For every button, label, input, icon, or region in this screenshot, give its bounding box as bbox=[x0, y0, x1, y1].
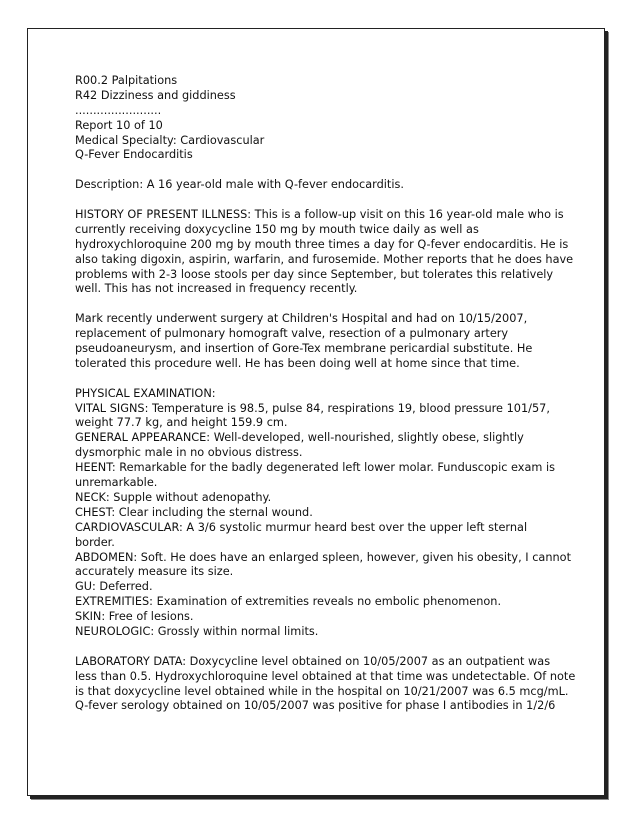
spacer bbox=[75, 372, 575, 387]
exam-line: border. bbox=[75, 535, 115, 549]
lab-line: less than 0.5. Hydroxychloroquine level obtained at that time was undetectable. Of note bbox=[75, 669, 576, 683]
header-block bbox=[75, 74, 575, 163]
lab-line: is that doxycycline level obtained while in the hospital on 10/21/2007 was 6.5 mcg/mL. bbox=[75, 684, 569, 698]
hpi-line: well. This has not increased in frequency recently. bbox=[75, 282, 358, 296]
spacer bbox=[75, 163, 575, 178]
hpi-line: currently receiving doxycycline 150 mg by mouth twice daily as well as bbox=[75, 222, 479, 236]
exam-line: ABDOMEN: Soft. He does have an enlarged spleen, however, given his obesity, I cannot bbox=[75, 550, 572, 564]
exam-line: weight 77.7 kg, and height 159.9 cm. bbox=[75, 416, 288, 430]
diagnosis-code-line: R00.2 Palpitations bbox=[75, 74, 178, 87]
exam-line: CHEST: Clear including the sternal wound. bbox=[75, 505, 313, 519]
hpi-line: hydroxychloroquine 200 mg by mouth three times a day for Q-fever endocarditis. He is bbox=[75, 237, 569, 251]
exam-line: GENERAL APPEARANCE: Well-developed, well-nourished, slightly obese, slightly bbox=[75, 431, 524, 445]
document-body bbox=[75, 74, 575, 714]
medical-specialty: Medical Specialty: Cardiovascular bbox=[75, 133, 265, 147]
exam-line: GU: Deferred. bbox=[75, 580, 153, 594]
exam-line: HEENT: Remarkable for the badly degenerated left lower molar. Funduscopic exam is bbox=[75, 461, 556, 475]
exam-line: NEUROLOGIC: Grossly within normal limits. bbox=[75, 624, 319, 638]
spacer bbox=[75, 640, 575, 655]
exam-line: NECK: Supple without adenopathy. bbox=[75, 490, 272, 504]
exam-line: SKIN: Free of lesions. bbox=[75, 610, 194, 624]
diagnosis-code-line: R42 Dizziness and giddiness bbox=[75, 88, 236, 102]
hpi-line: HISTORY OF PRESENT ILLNESS: This is a follow-up visit on this 16 year-old male who is bbox=[75, 208, 564, 222]
report-title: Q-Fever Endocarditis bbox=[75, 148, 193, 162]
lab-line: Q-fever serology obtained on 10/05/2007 was positive for phase I antibodies in 1/2/6 bbox=[75, 699, 556, 713]
exam-heading: PHYSICAL EXAMINATION: bbox=[75, 386, 216, 400]
exam-line: CARDIOVASCULAR: A 3/6 systolic murmur heard best over the upper left sternal bbox=[75, 520, 528, 534]
hpi-paragraph bbox=[75, 208, 575, 297]
exam-line: unremarkable. bbox=[75, 476, 158, 490]
spacer bbox=[75, 193, 575, 208]
description-line: Description: A 16 year-old male with Q-fever endocarditis. bbox=[75, 178, 404, 192]
physical-exam-section bbox=[75, 387, 575, 640]
surgery-paragraph bbox=[75, 312, 575, 372]
exam-line: dysmorphic male in no obvious distress. bbox=[75, 446, 303, 460]
document-page bbox=[27, 28, 605, 796]
exam-line: accurately measure its size. bbox=[75, 565, 234, 579]
surgery-line: tolerated this procedure well. He has been doing well at home since that time. bbox=[75, 356, 520, 370]
surgery-line: pseudoaneurysm, and insertion of Gore-Tex membrane pericardial substitute. He bbox=[75, 342, 533, 356]
separator-dots: ........................ bbox=[75, 103, 162, 117]
spacer bbox=[75, 297, 575, 312]
description-paragraph bbox=[75, 178, 575, 193]
hpi-line: also taking digoxin, aspirin, warfarin, and furosemide. Mother reports that he does have bbox=[75, 252, 574, 266]
exam-line: EXTREMITIES: Examination of extremities reveals no embolic phenomenon. bbox=[75, 595, 502, 609]
lab-line: LABORATORY DATA: Doxycycline level obtained on 10/05/2007 as an outpatient was bbox=[75, 654, 551, 668]
lab-data-paragraph bbox=[75, 655, 575, 715]
surgery-line: Mark recently underwent surgery at Children's Hospital and had on 10/15/2007, bbox=[75, 312, 528, 326]
hpi-line: problems with 2-3 loose stools per day since September, but tolerates this relatively bbox=[75, 267, 554, 281]
surgery-line: replacement of pulmonary homograft valve, resection of a pulmonary artery bbox=[75, 327, 509, 341]
report-number: Report 10 of 10 bbox=[75, 118, 163, 132]
exam-line: VITAL SIGNS: Temperature is 98.5, pulse 84, respirations 19, blood pressure 101/57, bbox=[75, 401, 550, 415]
